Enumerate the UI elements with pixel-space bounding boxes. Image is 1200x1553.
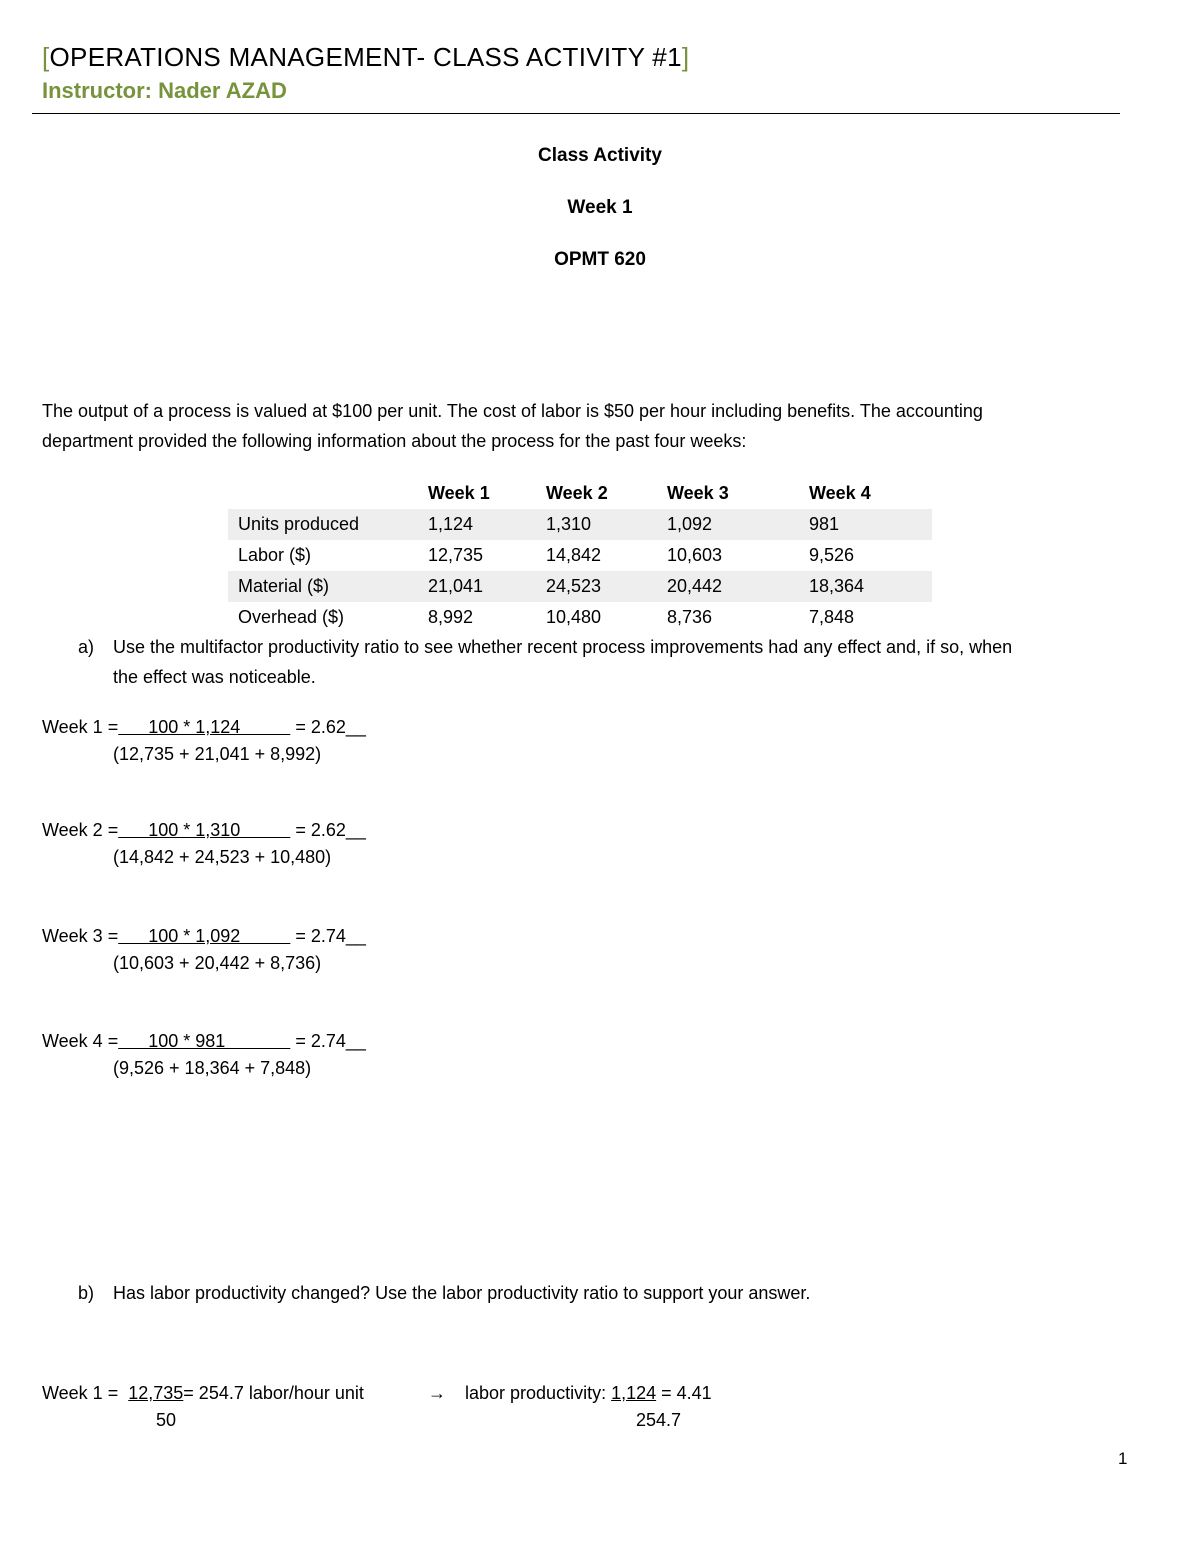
calc-numerator: 100 * 1,124: [118, 717, 291, 737]
labor-calc-week-1: [42, 1383, 364, 1404]
table-cell: 1,310: [536, 509, 657, 540]
header-title-text: OPERATIONS MANAGEMENT- CLASS ACTIVITY #1: [49, 42, 682, 72]
table-cell: 12,735: [428, 545, 484, 565]
table-header-cell: Week 1: [428, 483, 490, 503]
header-rule: [32, 113, 1120, 114]
mfp-calc-week-2: [42, 820, 366, 841]
calc-prefix: Week 4 =: [42, 1031, 119, 1051]
table-cell: 7,848: [809, 607, 855, 627]
intro-line-2: department provided the following information about the process for the past four weeks:: [42, 431, 747, 451]
question-b-label: b): [78, 1283, 95, 1303]
labor-productivity-calc: [465, 1383, 712, 1404]
table-cell: 981: [799, 509, 932, 540]
table-cell: 24,523: [536, 571, 657, 602]
mfp-calc-week-1: [42, 717, 366, 738]
productivity-result: = 4.41: [656, 1383, 712, 1403]
calc-result: = 2.62__: [290, 820, 366, 840]
table-row: [228, 540, 932, 571]
table-cell: 14,842: [546, 545, 602, 565]
question-b-text: Has labor productivity changed? Use the labor productivity ratio to support your answer.: [113, 1283, 811, 1303]
question-a-label: a): [78, 637, 95, 657]
labor-calc-denominator: 50: [156, 1410, 177, 1430]
cover-line-class-activity: Class Activity: [538, 145, 662, 166]
table-cell: 8,736: [667, 607, 713, 627]
table-header-cell: [228, 478, 418, 509]
bracket-close: ]: [681, 42, 690, 72]
calc-prefix: Week 1 =: [42, 1383, 119, 1403]
table-cell: 9,526: [809, 545, 855, 565]
table-cell: 21,041: [418, 571, 536, 602]
mfp-calc-week-4: [42, 1031, 366, 1052]
table-header-row: [228, 478, 932, 509]
table-header-cell: Week 4: [809, 483, 871, 503]
table-cell: 8,992: [428, 607, 474, 627]
table-row: [228, 509, 932, 540]
calc-numerator: 100 * 1,310: [118, 820, 291, 840]
table-cell: 10,603: [667, 545, 723, 565]
cover-line-week: Week 1: [567, 197, 633, 218]
question-a-line-1: Use the multifactor productivity ratio to see whether recent process improvements had any effect and, if so, when: [113, 637, 1013, 657]
calc-numerator: 100 * 981: [118, 1031, 291, 1051]
instructor-name: Instructor: Nader AZAD: [42, 78, 287, 103]
mfp-calc-week-1-denominator: (12,735 + 21,041 + 8,992): [113, 744, 322, 764]
table-cell: Units produced: [228, 509, 418, 540]
calc-prefix: Week 1 =: [42, 717, 119, 737]
calc-result: = 2.74__: [290, 1031, 366, 1051]
table-row: [228, 571, 932, 602]
header-title: [42, 42, 689, 73]
cover-line-course: OPMT 620: [554, 249, 646, 270]
table-cell: Overhead ($): [238, 607, 345, 627]
calc-result: = 254.7 labor/hour unit: [183, 1383, 364, 1403]
productivity-denominator: 254.7: [636, 1410, 682, 1430]
table-cell: 1,124: [418, 509, 536, 540]
question-a-line-2: the effect was noticeable.: [113, 667, 316, 687]
mfp-calc-week-3: [42, 926, 366, 947]
calc-numerator: 12,735: [128, 1383, 184, 1403]
table-cell: 10,480: [546, 607, 602, 627]
calc-prefix: Week 2 =: [42, 820, 119, 840]
table-cell: 1,092: [657, 509, 799, 540]
bracket-open: [: [42, 42, 50, 72]
intro-line-1: The output of a process is valued at $100 per unit. The cost of labor is $50 per hour including benefits. The accounting: [42, 401, 983, 421]
table-cell: 18,364: [799, 571, 932, 602]
calc-prefix: Week 3 =: [42, 926, 119, 946]
calc-numerator: 100 * 1,092: [118, 926, 291, 946]
productivity-label: labor productivity:: [465, 1383, 607, 1403]
table-cell: Labor ($): [238, 545, 312, 565]
mfp-calc-week-4-denominator: (9,526 + 18,364 + 7,848): [113, 1058, 312, 1078]
productivity-numerator: 1,124: [611, 1383, 657, 1403]
calc-result: = 2.74__: [290, 926, 366, 946]
mfp-calc-week-3-denominator: (10,603 + 20,442 + 8,736): [113, 953, 322, 973]
page-number: 1: [1118, 1449, 1128, 1468]
arrow-right-icon: →: [428, 1383, 446, 1403]
table-header-cell: Week 3: [667, 483, 729, 503]
table-header-cell: Week 2: [546, 483, 608, 503]
table-row: [228, 602, 932, 633]
process-data-table: [228, 478, 932, 633]
table-cell: 20,442: [657, 571, 799, 602]
table-cell: Material ($): [228, 571, 418, 602]
mfp-calc-week-2-denominator: (14,842 + 24,523 + 10,480): [113, 847, 332, 867]
calc-result: = 2.62__: [290, 717, 366, 737]
